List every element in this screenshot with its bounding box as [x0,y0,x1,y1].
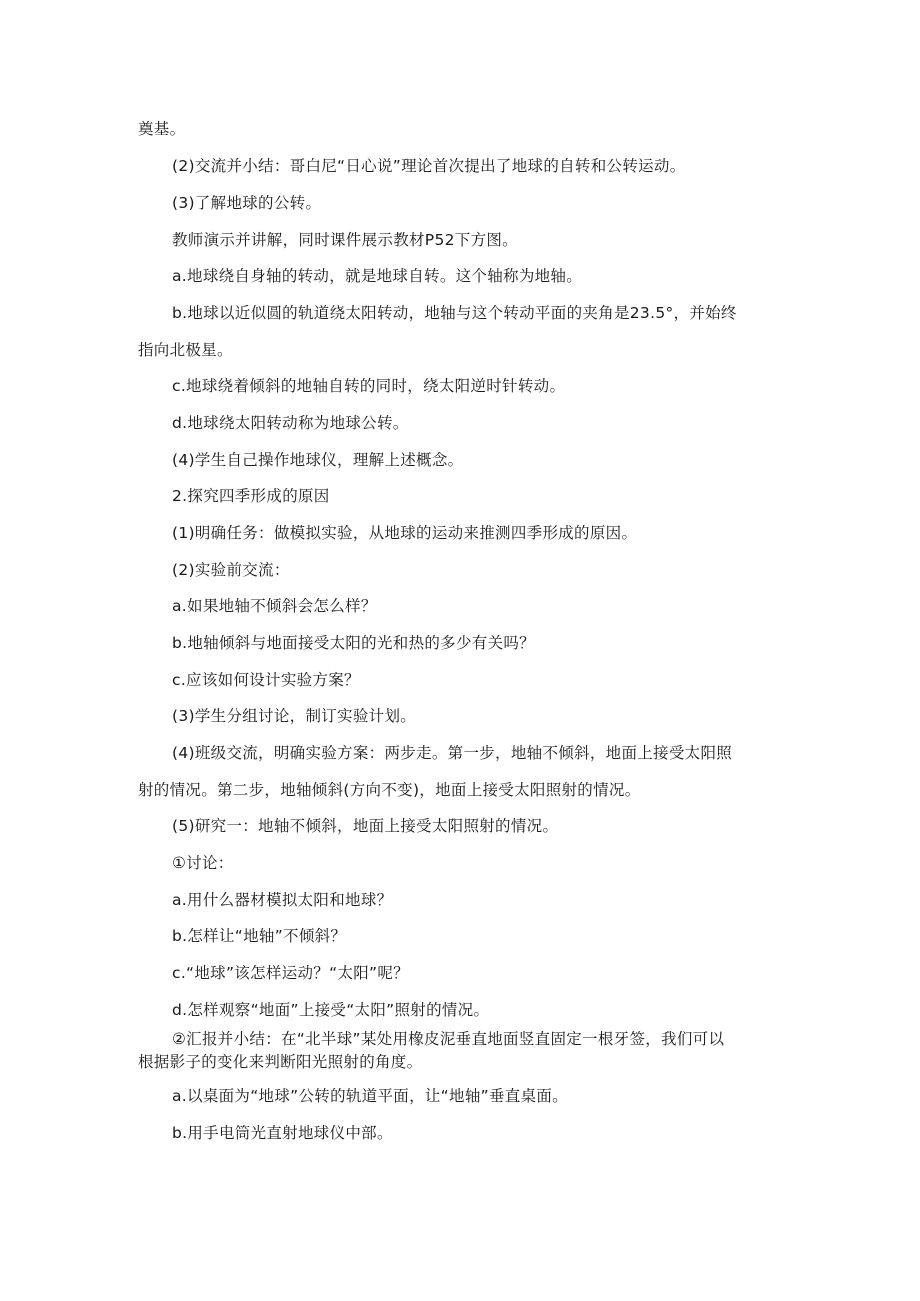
text-line: (5)研究一：地轴不倾斜，地面上接受太阳照射的情况。 [172,817,559,835]
text-line: b.怎样让“地轴”不倾斜？ [172,927,347,945]
text-line: (4)班级交流，明确实验方案：两步走。第一步，地轴不倾斜，地面上接受太阳照 [172,744,733,762]
text-line: 奠基。 [138,120,186,138]
text-line: b.地轴倾斜与地面接受太阳的光和热的多少有关吗？ [172,634,535,652]
text-line: ①讨论： [172,854,234,872]
text-line: a.以桌面为“地球”公转的轨道平面，让“地轴”垂直桌面。 [172,1087,568,1105]
text-line: 根据影子的变化来判断阳光照射的角度。 [138,1053,423,1071]
text-line: 射的情况。第二步，地轴倾斜(方向不变)，地面上接受太阳照射的情况。 [138,781,641,799]
text-line: c.地球绕着倾斜的地轴自转的同时，绕太阳逆时针转动。 [172,377,566,395]
text-line: b.用手电筒光直射地球仪中部。 [172,1124,393,1142]
text-line: 教师演示并讲解，同时课件展示教材P52下方图。 [172,231,518,249]
text-line: c.“地球”该怎样运动？“太阳”呢？ [172,964,409,982]
text-line: 指向北极星。 [138,341,233,359]
text-line: a.用什么器材模拟太阳和地球？ [172,891,393,909]
text-line: (3)学生分组讨论，制订实验计划。 [172,707,417,725]
text-line: d.怎样观察“地面”上接受“太阳”照射的情况。 [172,1001,490,1019]
text-line: d.地球绕太阳转动称为地球公转。 [172,414,409,432]
text-line: c.应该如何设计实验方案？ [172,671,360,689]
text-line: a.如果地轴不倾斜会怎么样？ [172,597,377,615]
text-line: (2)实验前交流： [172,561,290,579]
section-heading: 2.探究四季形成的原因 [172,487,330,505]
text-line: (3)了解地球的公转。 [172,194,322,212]
text-line: (2)交流并小结：哥白尼“日心说”理论首次提出了地球的自转和公转运动。 [172,157,686,175]
text-line: ②汇报并小结：在“北半球”某处用橡皮泥垂直地面竖直固定一根牙签，我们可以 [172,1030,725,1048]
text-line: a.地球绕自身轴的转动，就是地球自转。这个轴称为地轴。 [172,267,583,285]
text-line: b.地球以近似圆的轨道绕太阳转动，地轴与这个转动平面的夹角是23.5°，并始终 [172,304,737,322]
text-line: (4)学生自己操作地球仪，理解上述概念。 [172,451,464,469]
text-line: (1)明确任务：做模拟实验，从地球的运动来推测四季形成的原因。 [172,524,638,542]
